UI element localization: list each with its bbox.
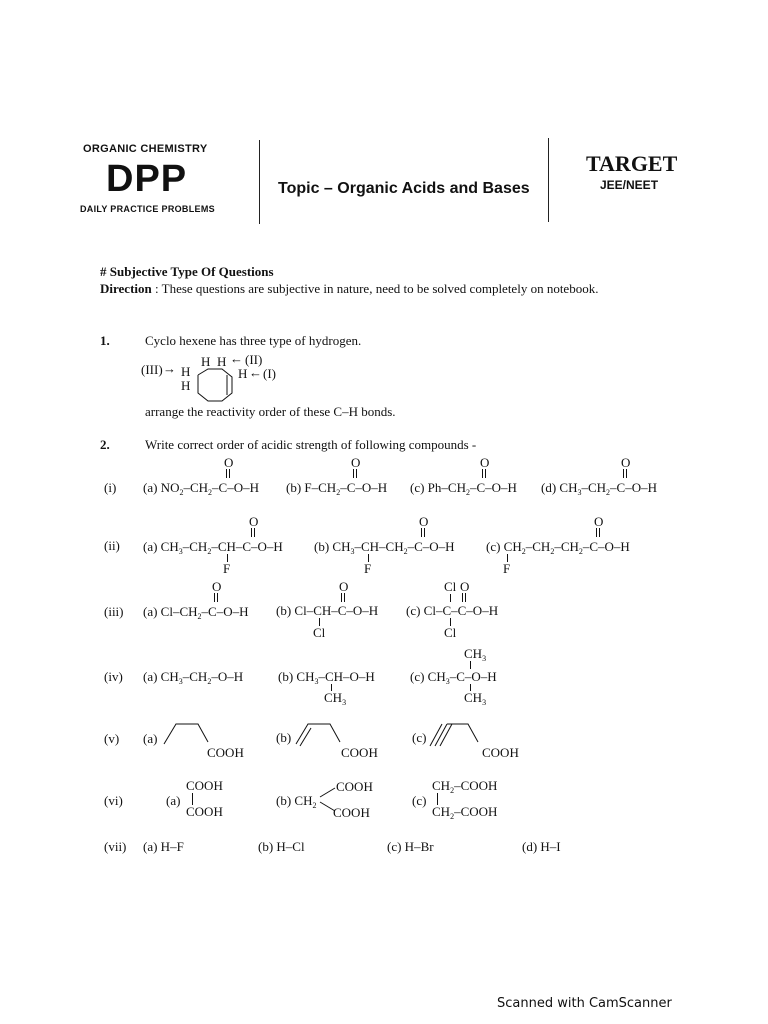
double-bond: [623, 469, 627, 478]
methyl-group: $CH_3$: [324, 690, 347, 707]
carboxyl-group: COOH: [186, 804, 223, 819]
compound-iv-a: (a) $CH_3-CH_2-O-H$: [143, 669, 244, 686]
part-v-label: (v): [104, 731, 120, 746]
oxygen-atom: O: [249, 514, 259, 529]
exam-label: JEE/NEET: [600, 178, 659, 192]
q2-number: 2.: [100, 437, 110, 452]
chlorine-atom: Cl: [444, 625, 457, 640]
h-atom: H: [181, 378, 191, 393]
carboxyl-group: COOH: [186, 778, 223, 793]
option-label: (b): [276, 730, 292, 745]
fluorine-atom: F: [503, 561, 511, 576]
single-bond: [450, 594, 451, 602]
double-bond: [341, 593, 345, 602]
oxygen-atom: O: [212, 579, 222, 594]
formula-text: (b) Cl–CH–C–O–H: [276, 603, 379, 618]
formula-text: (c) $Ph-CH_2-C-O-H$: [410, 480, 517, 497]
carboxyl-group: COOH: [341, 745, 378, 760]
label-I: (I): [263, 366, 276, 381]
formula-text: $CH_2$–COOH: [432, 804, 498, 821]
part-iv-label: (iv): [104, 669, 123, 684]
alkyl-chain: [162, 720, 212, 750]
q1-tail: arrange the reactivity order of these C–H bonds.: [145, 404, 396, 419]
option-label: (c): [412, 793, 427, 808]
oxygen-atom: O: [594, 514, 604, 529]
methyl-group: $CH_3$: [464, 646, 487, 663]
carboxyl-group: COOH: [207, 745, 244, 760]
oxygen-atom: O: [621, 455, 631, 470]
h-atom: H: [181, 364, 191, 379]
subject-label: ORGANIC CHEMISTRY: [83, 143, 208, 155]
direction-text: : These questions are subjective in nature, need to be solved completely on notebook.: [155, 281, 599, 296]
fluorine-atom: F: [364, 561, 372, 576]
alkyne-chain: [428, 720, 488, 750]
section-title: # Subjective Type Of Questions: [100, 264, 274, 279]
dpp-title: DPP: [106, 158, 188, 200]
arrow-III: →: [163, 361, 176, 376]
compound-vii-c: (c) H–Br: [387, 839, 434, 854]
oxygen-atom: O: [460, 579, 470, 594]
double-bond: [462, 593, 466, 602]
chlorine-atom: Cl: [444, 579, 457, 594]
formula-text: (d) $CH_3-CH_2-C-O-H$: [541, 480, 657, 497]
formula-text: (b) $CH_3-CH-CH_2-C-O-H$: [314, 539, 455, 556]
label-II: (II): [245, 352, 263, 367]
carboxyl-group: COOH: [333, 805, 370, 820]
compound-vii-b: (b) H–Cl: [258, 839, 305, 854]
carboxyl-group: COOH: [336, 779, 373, 794]
scanner-watermark: Scanned with CamScanner: [497, 996, 672, 1011]
oxygen-atom: O: [224, 455, 234, 470]
part-vi-label: (vi): [104, 793, 123, 808]
formula-text: (a) $CH_3-CH_2-CH-C-O-H$: [143, 539, 283, 556]
oxygen-atom: O: [419, 514, 429, 529]
formula-text: (c) Cl–C–C–O–H: [406, 603, 499, 618]
double-bond: [226, 469, 230, 478]
option-label: (a): [143, 731, 158, 746]
option-label: (c): [412, 730, 427, 745]
q2-text: Write correct order of acidic strength of following compounds -: [145, 437, 477, 452]
arrow-I: ←: [249, 365, 262, 380]
formula-text: (c) $CH_2-CH_2-CH_2-C-O-H$: [486, 539, 630, 556]
formula-text: (b) $F-CH_2-C-O-H$: [286, 480, 388, 497]
compound-vii-a: (a) H–F: [143, 839, 184, 854]
arrow-II: ←: [230, 351, 243, 366]
header-divider-left: [259, 140, 260, 224]
fluorine-atom: F: [223, 561, 231, 576]
double-bond: [421, 528, 425, 537]
header-divider-right: [548, 138, 549, 222]
h-atom: H: [217, 354, 227, 369]
dpp-subtitle: DAILY PRACTICE PROBLEMS: [80, 204, 215, 214]
q1-number: 1.: [100, 333, 110, 348]
part-iii-label: (iii): [104, 604, 124, 619]
double-bond: [482, 469, 486, 478]
part-i-label: (i): [104, 480, 117, 495]
formula-text: (b) $CH_3-CH-O-H$: [278, 669, 375, 686]
label-III: (III): [141, 362, 163, 377]
formula-text: (a) $NO_2-CH_2-C-O-H$: [143, 480, 259, 497]
part-ii-label: (ii): [104, 538, 120, 553]
carboxyl-group: COOH: [482, 745, 519, 760]
h-atom: H: [238, 366, 248, 381]
formula-text: $CH_2$–COOH: [432, 778, 498, 795]
double-bond: [596, 528, 600, 537]
oxygen-atom: O: [351, 455, 361, 470]
double-bond: [353, 469, 357, 478]
oxygen-atom: O: [339, 579, 349, 594]
formula-text: (a) $Cl-CH_2-C-O-H$: [143, 604, 249, 621]
methyl-group: $CH_3$: [464, 690, 487, 707]
part-vii-label: (vii): [104, 839, 127, 854]
oxygen-atom: O: [480, 455, 490, 470]
compound-vii-d: (d) H–I: [522, 839, 561, 854]
chlorine-atom: Cl: [313, 625, 326, 640]
double-bond: [251, 528, 255, 537]
option-label: (a): [166, 793, 181, 808]
formula-text: (c) $CH_3-C-O-H$: [410, 669, 497, 686]
direction-label: Direction: [100, 281, 152, 296]
formula-text: (b) $CH_2$: [276, 793, 317, 810]
h-atom: H: [201, 354, 211, 369]
direction-line: [100, 281, 598, 297]
q1-text: Cyclo hexene has three type of hydrogen.: [145, 333, 362, 348]
target-label: TARGET: [586, 151, 678, 176]
topic-title: Topic – Organic Acids and Bases: [278, 180, 530, 197]
double-bond: [214, 593, 218, 602]
single-bond: [470, 661, 471, 669]
